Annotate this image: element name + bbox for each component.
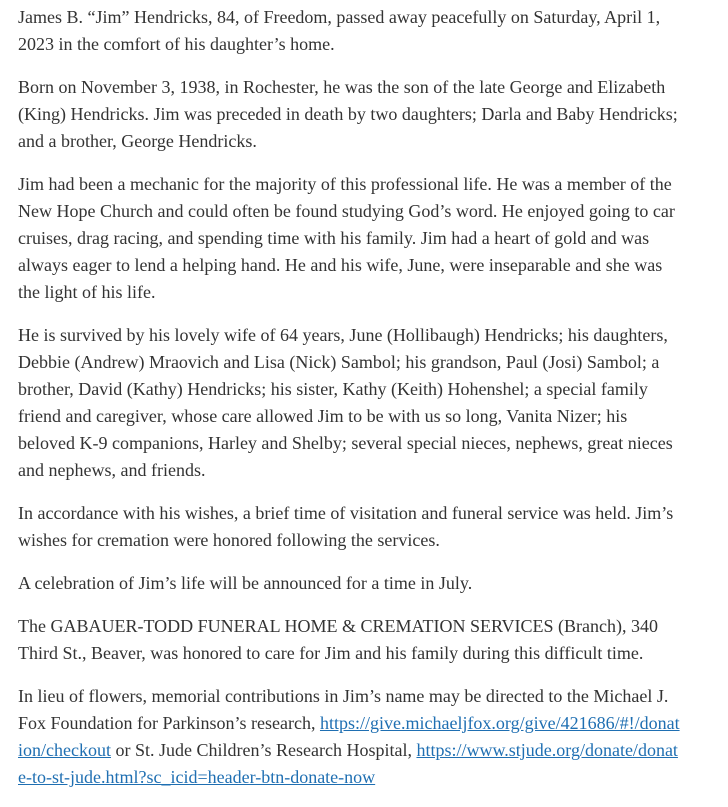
paragraph-survivors: He is survived by his lovely wife of 64 years, June (Hollibaugh) Hendricks; his daughters, Debbie (Andrew) Mraovich and Lisa (Nick) Sambol; his grandson, Paul (Josi) Sambol; a brother, David (Kathy) Hendricks; his sister, Kathy (Keith) Hohenshel; a special family friend and caregiver, whose care allowed Jim to be with us so long, Vanita Nizer; his beloved K-9 companions, Harley and Shelby; several special nieces, nephews, great nieces and nephews, and friends. [18, 325, 673, 480]
memorial-middle-text: or St. Jude Children’s Research Hospital, [110, 740, 417, 760]
paragraph-memorial-contributions [18, 683, 682, 791]
paragraph-early-life: Born on November 3, 1938, in Rochester, he was the son of the late George and Elizabeth (King) Hendricks. Jim was preceded in death by two daughters; Darla and Baby Hendricks; and a brother, George Hendricks. [18, 77, 678, 151]
obituary-article [18, 4, 682, 807]
paragraph-services: In accordance with his wishes, a brief time of visitation and funeral service was held. Jim’s wishes for cremation were honored following the services. [18, 503, 674, 550]
michael-j-fox-donation-link[interactable]: https://give.michaeljfox.org/give/421686/#!/donation/checkout [18, 713, 680, 760]
memorial-intro-text: In lieu of flowers, memorial contributions in Jim’s name may be directed to the Michael J. Fox Foundation for Parkinson’s research, [18, 686, 669, 733]
paragraph-celebration: A celebration of Jim’s life will be announced for a time in July. [18, 573, 473, 593]
paragraph-death-notice: James B. “Jim” Hendricks, 84, of Freedom, passed away peacefully on Saturday, April 1, 2023 in the comfort of his daughter’s home. [18, 7, 661, 54]
paragraph-funeral-home: The GABAUER-TODD FUNERAL HOME & CREMATION SERVICES (Branch), 340 Third St., Beaver, was honored to care for Jim and his family during this difficult time. [18, 616, 659, 663]
paragraph-life-and-interests: Jim had been a mechanic for the majority of this professional life. He was a member of the New Hope Church and could often be found studying God’s word. He enjoyed going to car cruises, drag racing, and spending time with his family. Jim had a heart of gold and was always eager to lend a helping hand. He and his wife, June, were inseparable and she was the light of his life. [18, 174, 675, 302]
st-jude-donation-link[interactable]: https://www.stjude.org/donate/donate-to-st-jude.html?sc_icid=header-btn-donate-now [18, 740, 678, 787]
